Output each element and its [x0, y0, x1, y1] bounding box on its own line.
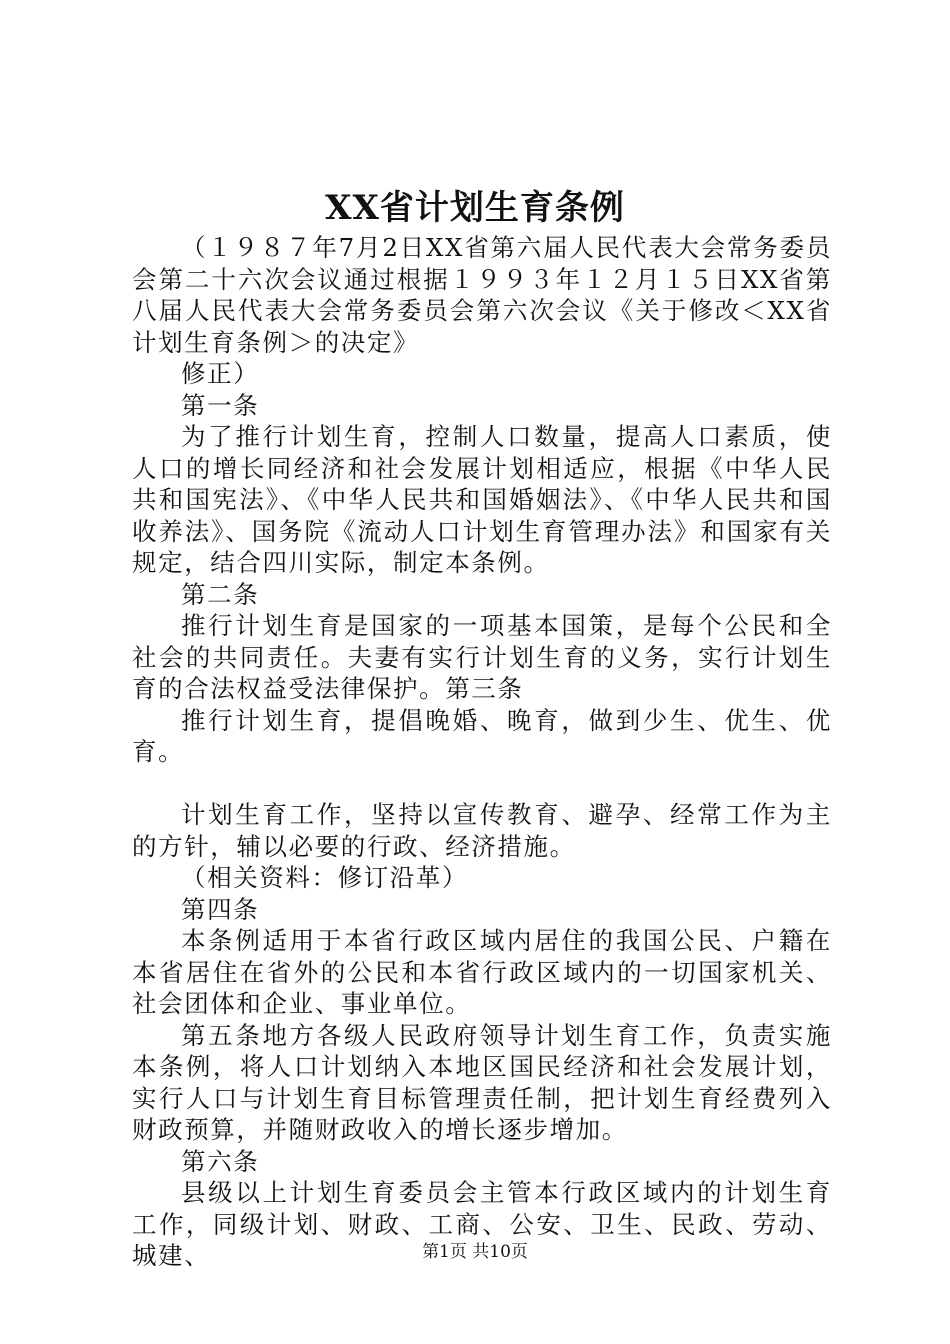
article-4-text: 本条例适用于本省行政区域内居住的我国公民、户籍在本省居住在省外的公民和本省行政区域内的一切国家机关、社会团体和企业、事业单位。 [132, 926, 832, 1018]
document-title: XX省计划生育条例 [325, 188, 625, 228]
related-note: （相关资料：修订沿革） [181, 863, 469, 892]
document-body [132, 232, 832, 1272]
article-3-text-continued: 计划生育工作，坚持以宣传教育、避孕、经常工作为主的方针，辅以必要的行政、经济措施。 [132, 800, 832, 861]
article-5-text: 第五条地方各级人民政府领导计划生育工作，负责实施本条例，将人口计划纳入本地区国民经济和社会发展计划，实行人口与计划生育目标管理责任制，把计划生育经费列入财政预算，并随财政收入的增长逐步增加。 [132, 1020, 832, 1144]
preamble-continuation: 修正） [181, 359, 260, 388]
page-number-footer: 第1页 共10页 [422, 1242, 528, 1262]
article-heading-1: 第一条 [181, 390, 260, 420]
article-heading-4: 第四条 [181, 894, 260, 924]
article-6-text: 县级以上计划生育委员会主管本行政区域内的计划生育工作，同级计划、财政、工商、公安、卫生、民政、劳动、城建、 [132, 1178, 832, 1270]
preamble-paragraph: （１９８７年7月2日XX省第六届人民代表大会常务委员会第二十六次会议通过根据１９９３年１２月１５日XX省第八届人民代表大会常务委员会第六次会议《关于修改＜XX省计划生育条例＞的决定》 [132, 233, 832, 357]
article-1-text: 为了推行计划生育，控制人口数量，提高人口素质，使人口的增长同经济和社会发展计划相适应，根据《中华人民共和国宪法》、《中华人民共和国婚姻法》、《中华人民共和国收养法》、国务院《流动人口计划生育管理办法》和国家有关规定，结合四川实际，制定本条例。 [132, 422, 832, 577]
article-heading-6: 第六条 [181, 1146, 260, 1176]
article-3-text: 推行计划生育，提倡晚婚、晚育，做到少生、优生、优育。 [132, 705, 832, 766]
article-2-text: 推行计划生育是国家的一项基本国策，是每个公民和全社会的共同责任。夫妻有实行计划生育的义务，实行计划生育的合法权益受法律保护。第三条 [132, 611, 832, 703]
article-heading-2: 第二条 [181, 579, 260, 609]
paragraph-gap [132, 768, 832, 800]
